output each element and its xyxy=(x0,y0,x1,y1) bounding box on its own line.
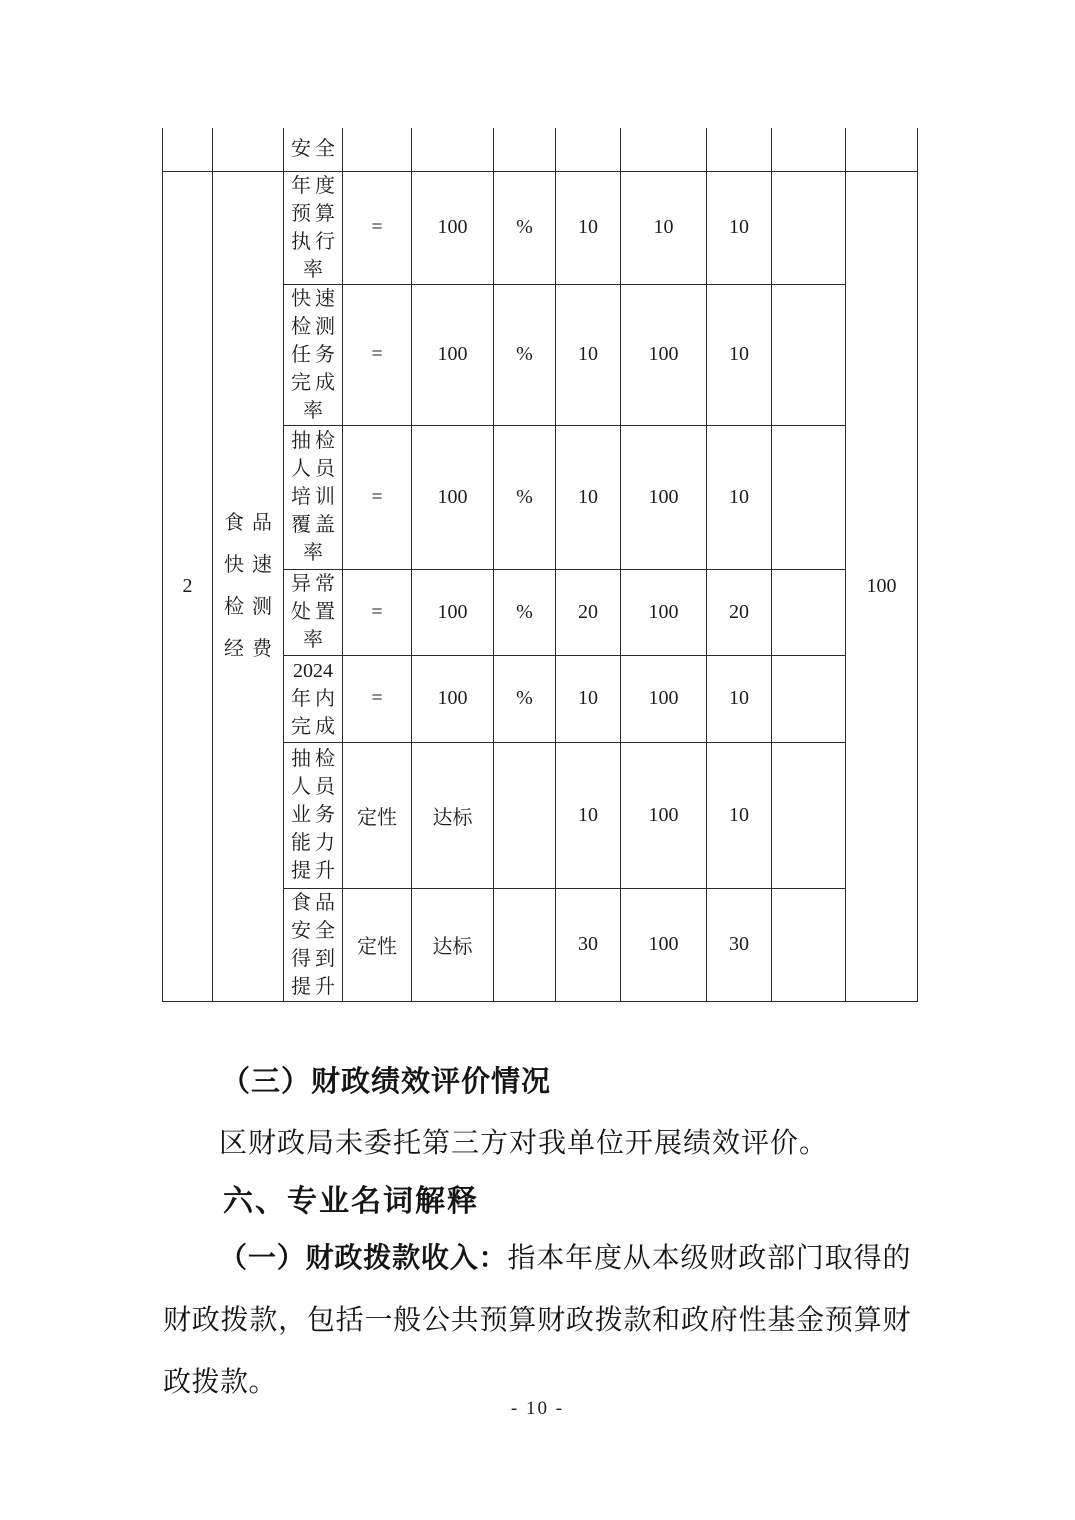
table-row-indicator xyxy=(163,171,918,284)
cell-op: 定性 xyxy=(343,888,412,1001)
cell-score: 20 xyxy=(707,569,772,655)
table-row-carryover xyxy=(163,128,918,171)
cell-char: 力 xyxy=(315,832,335,854)
cell-actual: 10 xyxy=(621,171,707,284)
cell-weight: 20 xyxy=(556,569,621,655)
cell-char: 检 xyxy=(315,748,335,770)
cell-unit xyxy=(494,888,556,1001)
cell-text-line xyxy=(284,285,342,313)
cell-weight: 10 xyxy=(556,655,621,742)
cell-char: 算 xyxy=(315,202,335,225)
cell-target: 100 xyxy=(412,425,494,569)
cell-text-line xyxy=(284,570,342,598)
cell-text-line xyxy=(284,200,342,228)
cell-char: 品 xyxy=(252,512,272,534)
cell-char: 行 xyxy=(315,230,335,253)
cell-char: 提 xyxy=(291,860,311,882)
cell-weight xyxy=(556,128,621,171)
cell-total xyxy=(846,128,918,171)
cell-char: 人 xyxy=(291,458,311,480)
cell-char: 执 xyxy=(291,230,311,253)
cell-text-line xyxy=(284,341,342,369)
cell-char: 务 xyxy=(315,343,335,366)
cell-score: 30 xyxy=(707,888,772,1001)
cell-char: 测 xyxy=(252,596,272,618)
cell-unit: % xyxy=(494,655,556,742)
cell-op: = xyxy=(343,569,412,655)
cell-op xyxy=(343,128,412,171)
cell-char: 速 xyxy=(252,554,272,576)
cell-char: 完 xyxy=(291,715,311,738)
cell-total: 100 xyxy=(846,171,918,1001)
cell-actual xyxy=(621,128,707,171)
cell-actual: 100 xyxy=(621,425,707,569)
cell-char: 训 xyxy=(315,486,335,508)
cell-actual: 100 xyxy=(621,888,707,1001)
cell-char: 升 xyxy=(315,975,335,998)
cell-target: 100 xyxy=(412,284,494,425)
cell-char: 提 xyxy=(291,975,311,998)
cell-char: 经 xyxy=(224,638,244,660)
cell-indicator xyxy=(284,171,343,284)
cell-char: 常 xyxy=(315,573,335,595)
performance-table-body xyxy=(163,128,918,1001)
cell-indicator xyxy=(284,888,343,1001)
cell-text-line: 2024 xyxy=(293,659,333,682)
cell-note xyxy=(772,284,846,425)
cell-target: 100 xyxy=(412,171,494,284)
cell-note xyxy=(772,742,846,888)
cell-text-line xyxy=(284,427,342,455)
cell-char: 费 xyxy=(252,638,272,660)
cell-weight: 10 xyxy=(556,742,621,888)
cell-weight: 10 xyxy=(556,284,621,425)
performance-table xyxy=(162,128,918,1002)
cell-target: 达标 xyxy=(412,742,494,888)
cell-char: 检 xyxy=(224,596,244,618)
cell-op: = xyxy=(343,425,412,569)
cell-indicator xyxy=(284,655,343,742)
cell-text-line xyxy=(213,628,283,670)
cell-char: 处 xyxy=(291,601,311,623)
cell-char: 年 xyxy=(291,687,311,710)
cell-char: 预 xyxy=(291,202,311,225)
cell-note xyxy=(772,425,846,569)
cell-text-line xyxy=(284,598,342,626)
cell-unit: % xyxy=(494,171,556,284)
paragraph-term-definition xyxy=(163,1228,911,1414)
cell-char: 员 xyxy=(315,458,335,480)
cell-char: 检 xyxy=(315,430,335,452)
cell-char: 测 xyxy=(315,315,335,338)
cell-indicator xyxy=(284,284,343,425)
cell-indicator xyxy=(284,128,343,171)
cell-text-line xyxy=(284,369,342,397)
cell-text-line xyxy=(213,544,283,586)
cell-char: 检 xyxy=(291,315,311,338)
cell-text-line xyxy=(284,973,342,1001)
cell-char: 食 xyxy=(291,891,311,914)
cell-score: 10 xyxy=(707,284,772,425)
cell-score: 10 xyxy=(707,655,772,742)
cell-char: 快 xyxy=(291,287,311,310)
cell-text-line: 率 xyxy=(303,258,323,281)
cell-char: 任 xyxy=(291,343,311,366)
cell-char: 员 xyxy=(315,776,335,798)
cell-unit: % xyxy=(494,284,556,425)
cell-indicator xyxy=(284,569,343,655)
cell-char: 完 xyxy=(291,371,311,394)
cell-op: 定性 xyxy=(343,742,412,888)
cell-char: 品 xyxy=(315,891,335,914)
cell-actual: 100 xyxy=(621,742,707,888)
cell-char: 抽 xyxy=(291,430,311,452)
cell-char: 盖 xyxy=(315,514,335,536)
cell-text-line xyxy=(213,502,283,544)
cell-text-line xyxy=(213,586,283,628)
cell-text-line xyxy=(284,511,342,539)
cell-project xyxy=(213,171,284,1001)
cell-text-line xyxy=(284,135,342,163)
cell-weight: 10 xyxy=(556,171,621,284)
cell-char: 升 xyxy=(315,860,335,882)
cell-text-line xyxy=(284,455,342,483)
cell-char: 食 xyxy=(224,512,244,534)
cell-score xyxy=(707,128,772,171)
cell-note xyxy=(772,128,846,171)
cell-char: 成 xyxy=(315,371,335,394)
page-number: - 10 - xyxy=(510,1398,565,1419)
cell-char: 成 xyxy=(315,715,335,738)
cell-target: 100 xyxy=(412,569,494,655)
cell-char: 安 xyxy=(291,919,311,942)
cell-text-line xyxy=(284,829,342,857)
cell-char: 度 xyxy=(315,174,335,197)
cell-note xyxy=(772,655,846,742)
cell-unit: % xyxy=(494,569,556,655)
cell-text-line xyxy=(284,745,342,773)
cell-char: 年 xyxy=(291,174,311,197)
cell-score: 10 xyxy=(707,742,772,888)
paragraph-evaluation: 区财政局未委托第三方对我单位开展绩效评价。 xyxy=(219,1128,829,1159)
cell-actual: 100 xyxy=(621,569,707,655)
cell-text-line xyxy=(284,713,342,741)
cell-note xyxy=(772,171,846,284)
cell-char: 业 xyxy=(291,804,311,826)
cell-text-line xyxy=(284,857,342,885)
cell-note xyxy=(772,569,846,655)
cell-text-line xyxy=(284,685,342,713)
cell-actual: 100 xyxy=(621,655,707,742)
cell-char: 务 xyxy=(315,804,335,826)
cell-seq xyxy=(163,128,213,171)
cell-char: 速 xyxy=(315,287,335,310)
cell-actual: 100 xyxy=(621,284,707,425)
cell-target xyxy=(412,128,494,171)
cell-weight: 10 xyxy=(556,425,621,569)
cell-score: 10 xyxy=(707,425,772,569)
cell-text-line xyxy=(284,917,342,945)
cell-char: 人 xyxy=(291,776,311,798)
section-heading-terms: 六、专业名词解释 xyxy=(223,1185,479,1218)
cell-unit xyxy=(494,128,556,171)
cell-text-line: 率 xyxy=(303,542,323,564)
cell-op: = xyxy=(343,655,412,742)
cell-indicator xyxy=(284,742,343,888)
cell-text-line xyxy=(284,889,342,917)
cell-text-line xyxy=(284,172,342,200)
cell-op: = xyxy=(343,284,412,425)
term-name: （一）财政拨款收入： xyxy=(219,1243,508,1274)
cell-char: 培 xyxy=(291,486,311,508)
cell-char: 能 xyxy=(291,832,311,854)
cell-char: 覆 xyxy=(291,514,311,536)
cell-char: 快 xyxy=(224,554,244,576)
cell-unit xyxy=(494,742,556,888)
cell-text-line xyxy=(284,483,342,511)
cell-score: 10 xyxy=(707,171,772,284)
cell-weight: 30 xyxy=(556,888,621,1001)
cell-char: 异 xyxy=(291,573,311,595)
cell-char: 到 xyxy=(315,947,335,970)
cell-op: = xyxy=(343,171,412,284)
cell-indicator xyxy=(284,425,343,569)
cell-project xyxy=(213,128,284,171)
cell-char: 内 xyxy=(315,687,335,710)
cell-seq: 2 xyxy=(163,171,213,1001)
cell-text-line xyxy=(284,945,342,973)
cell-text-line: 率 xyxy=(303,629,323,651)
cell-target: 达标 xyxy=(412,888,494,1001)
cell-note xyxy=(772,888,846,1001)
cell-target: 100 xyxy=(412,655,494,742)
cell-char: 全 xyxy=(315,919,335,942)
cell-text-line xyxy=(284,773,342,801)
term-definition-text: 指本年度从本级财政部门取得的财政拨款，包括一般公共预算财政拨款和政府性基金预算财政拨款。 xyxy=(163,1243,911,1398)
cell-text-line xyxy=(284,228,342,256)
cell-char: 全 xyxy=(315,138,335,161)
cell-char: 抽 xyxy=(291,748,311,770)
cell-text-line xyxy=(284,313,342,341)
cell-text-line xyxy=(284,801,342,829)
cell-unit: % xyxy=(494,425,556,569)
cell-char: 安 xyxy=(291,138,311,161)
section-heading-evaluation: （三）财政绩效评价情况 xyxy=(221,1066,552,1098)
cell-text-line: 率 xyxy=(303,399,323,422)
cell-char: 得 xyxy=(291,947,311,970)
cell-char: 置 xyxy=(315,601,335,623)
